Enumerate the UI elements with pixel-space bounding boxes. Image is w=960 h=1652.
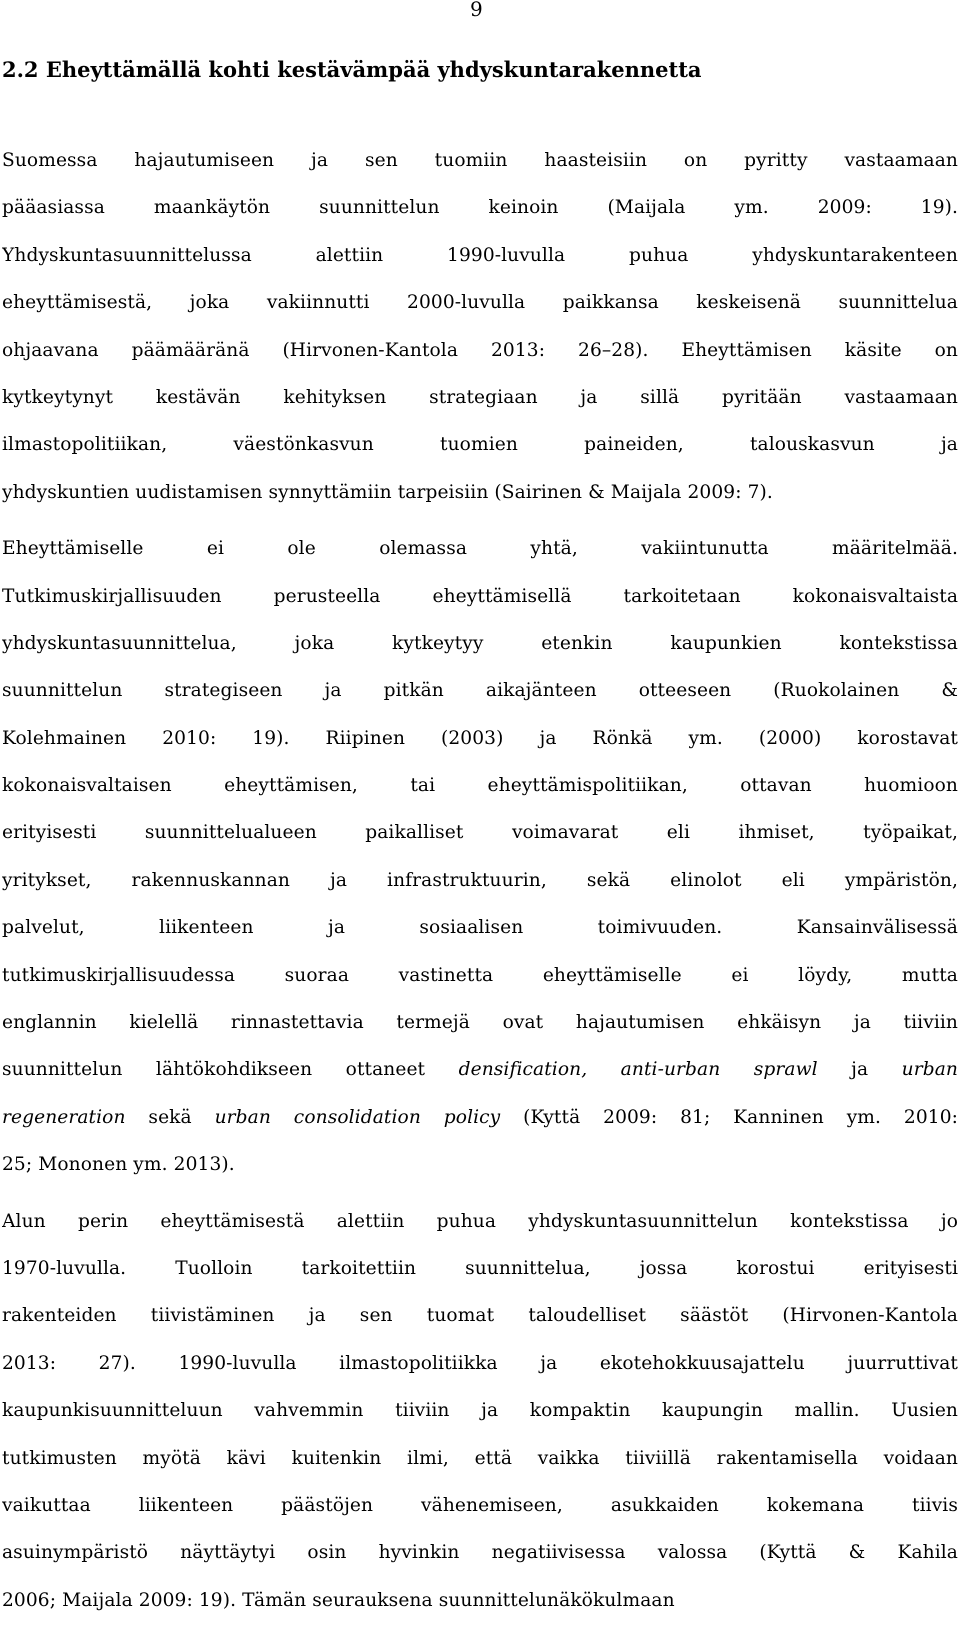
text-line bbox=[2, 1141, 958, 1188]
text-line bbox=[2, 525, 958, 572]
text-run: Tutkimuskirjallisuuden perusteella eheyttämisellä tarkoitetaan kokonaisvaltaista bbox=[2, 585, 958, 607]
text-run: kaupunkisuunnitteluun vahvemmin tiiviin ja kompaktin kaupungin mallin. Uusien bbox=[2, 1400, 958, 1422]
text-line bbox=[2, 1577, 958, 1624]
page-number: 9 bbox=[470, 0, 483, 21]
text-run: kytkeytynyt kestävän kehityksen strategiaan ja sillä pyritään vastaamaan bbox=[2, 386, 958, 408]
text-line bbox=[2, 999, 958, 1046]
body-text bbox=[2, 137, 958, 1624]
text-line bbox=[2, 1435, 958, 1482]
text-run: vaikuttaa liikenteen päästöjen vähenemiseen, asukkaiden kokemana tiivis bbox=[2, 1494, 958, 1516]
text-line bbox=[2, 809, 958, 856]
text-line bbox=[2, 184, 958, 231]
italic-term: regeneration bbox=[2, 1106, 126, 1128]
text-run: sekä bbox=[125, 1106, 215, 1128]
text-line bbox=[2, 374, 958, 421]
text-run: tutkimuskirjallisuudessa suoraa vastinetta eheyttämiselle ei löydy, mutta bbox=[2, 964, 958, 986]
text-run: Kolehmainen 2010: 19). Riipinen (2003) ja Rönkä ym. (2000) korostavat bbox=[2, 727, 958, 749]
text-run: 2006; Maijala 2009: 19). Tämän seurauksena suunnittelunäkökulmaan bbox=[2, 1589, 675, 1611]
text-run: suunnittelun strategiseen ja pitkän aikajänteen otteeseen (Ruokolainen & bbox=[2, 680, 958, 702]
text-run: ilmastopolitiikan, väestönkasvun tuomien paineiden, talouskasvun ja bbox=[2, 434, 958, 456]
paragraph-3 bbox=[2, 1198, 958, 1625]
text-run: ja bbox=[817, 1059, 902, 1081]
text-run: (Kyttä 2009: 81; Kanninen ym. 2010: bbox=[500, 1106, 958, 1128]
text-run: 25; Mononen ym. 2013). bbox=[2, 1154, 235, 1176]
paragraph-1 bbox=[2, 137, 958, 516]
text-line bbox=[2, 573, 958, 620]
text-run: asuinympäristö näyttäytyi osin hyvinkin negatiivisessa valossa (Kyttä & Kahila bbox=[2, 1542, 958, 1564]
text-line bbox=[2, 1340, 958, 1387]
text-line bbox=[2, 421, 958, 468]
text-run: englannin kielellä rinnastettavia termejä ovat hajautumisen ehkäisyn ja tiiviin bbox=[2, 1012, 958, 1034]
text-line bbox=[2, 667, 958, 714]
text-run: rakenteiden tiivistäminen ja sen tuomat taloudelliset säästöt (Hirvonen-Kantola bbox=[2, 1305, 958, 1327]
text-line bbox=[2, 1046, 958, 1093]
text-run: Yhdyskuntasuunnittelussa alettiin 1990-luvulla puhua yhdyskuntarakenteen bbox=[2, 244, 958, 266]
text-line bbox=[2, 762, 958, 809]
text-run: suunnittelun lähtökohdikseen ottaneet bbox=[2, 1059, 459, 1081]
section-heading: 2.2 Eheyttämällä kohti kestävämpää yhdyskuntarakennetta bbox=[2, 57, 702, 82]
text-run: Eheyttämiselle ei ole olemassa yhtä, vakiintunutta määritelmää. bbox=[2, 538, 958, 560]
text-line bbox=[2, 904, 958, 951]
text-run: kokonaisvaltaisen eheyttämisen, tai eheyttämispolitiikan, ottavan huomioon bbox=[2, 775, 958, 797]
text-line bbox=[2, 1292, 958, 1339]
text-line bbox=[2, 327, 958, 374]
text-line bbox=[2, 1387, 958, 1434]
italic-term: densification, anti-urban sprawl bbox=[458, 1059, 818, 1081]
text-line bbox=[2, 1198, 958, 1245]
text-run: erityisesti suunnittelualueen paikalliset voimavarat eli ihmiset, työpaikat, bbox=[2, 822, 958, 844]
text-run: tutkimusten myötä kävi kuitenkin ilmi, että vaikka tiiviillä rakentamisella voidaan bbox=[2, 1447, 958, 1469]
text-line bbox=[2, 952, 958, 999]
text-line bbox=[2, 279, 958, 326]
italic-term: urban consolidation policy bbox=[214, 1106, 501, 1128]
italic-term: urban bbox=[901, 1059, 958, 1081]
text-line bbox=[2, 232, 958, 279]
text-line bbox=[2, 715, 958, 762]
text-run: Suomessa hajautumiseen ja sen tuomiin haasteisiin on pyritty vastaamaan bbox=[2, 150, 958, 171]
paragraph-2 bbox=[2, 525, 958, 1188]
text-run: yhdyskuntasuunnittelua, joka kytkeytyy etenkin kaupunkien kontekstissa bbox=[2, 632, 958, 654]
text-run: yhdyskuntien uudistamisen synnyttämiin tarpeisiin (Sairinen & Maijala 2009: 7). bbox=[2, 481, 773, 503]
text-run: Alun perin eheyttämisestä alettiin puhua yhdyskuntasuunnittelun kontekstissa jo bbox=[2, 1210, 958, 1232]
text-line bbox=[2, 1245, 958, 1292]
text-line bbox=[2, 469, 958, 516]
text-run: yritykset, rakennuskannan ja infrastruktuurin, sekä elinolot eli ympäristön, bbox=[2, 869, 958, 891]
text-line bbox=[2, 857, 958, 904]
text-run: ohjaavana päämääränä (Hirvonen-Kantola 2013: 26–28). Eheyttämisen käsite on bbox=[2, 339, 958, 361]
text-run: eheyttämisestä, joka vakiinnutti 2000-luvulla paikkansa keskeisenä suunnittelua bbox=[2, 292, 958, 314]
text-line bbox=[2, 1482, 958, 1529]
text-line bbox=[2, 1094, 958, 1141]
text-run: 1970-luvulla. Tuolloin tarkoitettiin suunnittelua, jossa korostui erityisesti bbox=[2, 1257, 958, 1279]
text-run: palvelut, liikenteen ja sosiaalisen toimivuuden. Kansainvälisessä bbox=[2, 917, 958, 939]
text-run: 2013: 27). 1990-luvulla ilmastopolitiikka ja ekotehokkuusajattelu juurruttivat bbox=[2, 1352, 958, 1374]
text-line bbox=[2, 1529, 958, 1576]
text-run: pääasiassa maankäytön suunnittelun keinoin (Maijala ym. 2009: 19). bbox=[2, 197, 958, 219]
text-line bbox=[2, 620, 958, 667]
text-line bbox=[2, 137, 958, 184]
